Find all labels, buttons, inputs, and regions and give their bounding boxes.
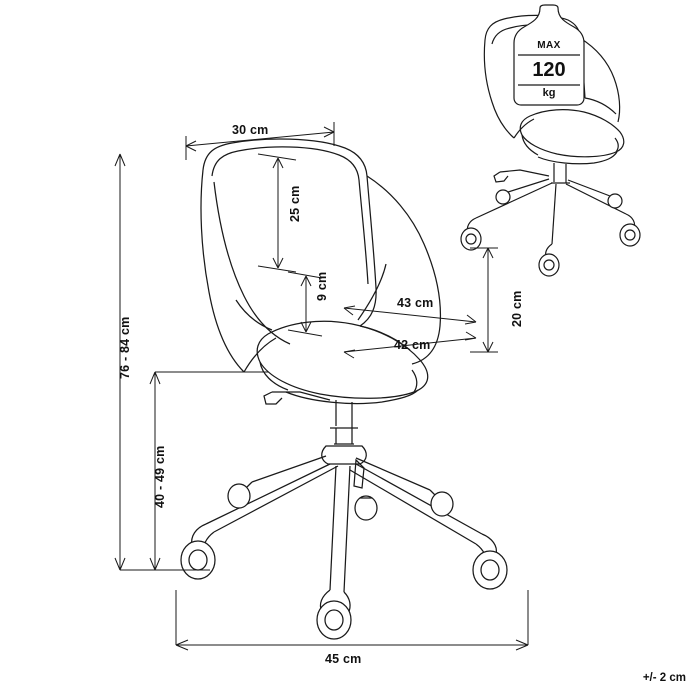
main-chair-drawing [181, 139, 507, 639]
max-load-max-text: MAX [537, 40, 561, 51]
dimension-label-total-height: 76 - 84 cm [118, 316, 132, 379]
tolerance-note: +/- 2 cm [642, 672, 686, 684]
dimension-label-seat-height: 40 - 49 cm [153, 445, 167, 508]
max-load-unit-text: kg [542, 87, 556, 99]
dimension-label-backrest-width: 30 cm [232, 123, 269, 137]
dimension-lines [115, 122, 528, 650]
dimension-label-seat-diagonal: 43 cm [397, 296, 434, 310]
max-load-value-text: 120 [532, 59, 566, 81]
dimension-label-seat-side: 20 cm [510, 290, 524, 327]
dimension-label-base-width: 45 cm [325, 652, 362, 666]
dimension-label-armrest-height: 9 cm [315, 271, 329, 301]
dimension-label-backrest-height: 25 cm [288, 185, 302, 222]
dimension-label-seat-depth: 42 cm [394, 338, 431, 352]
